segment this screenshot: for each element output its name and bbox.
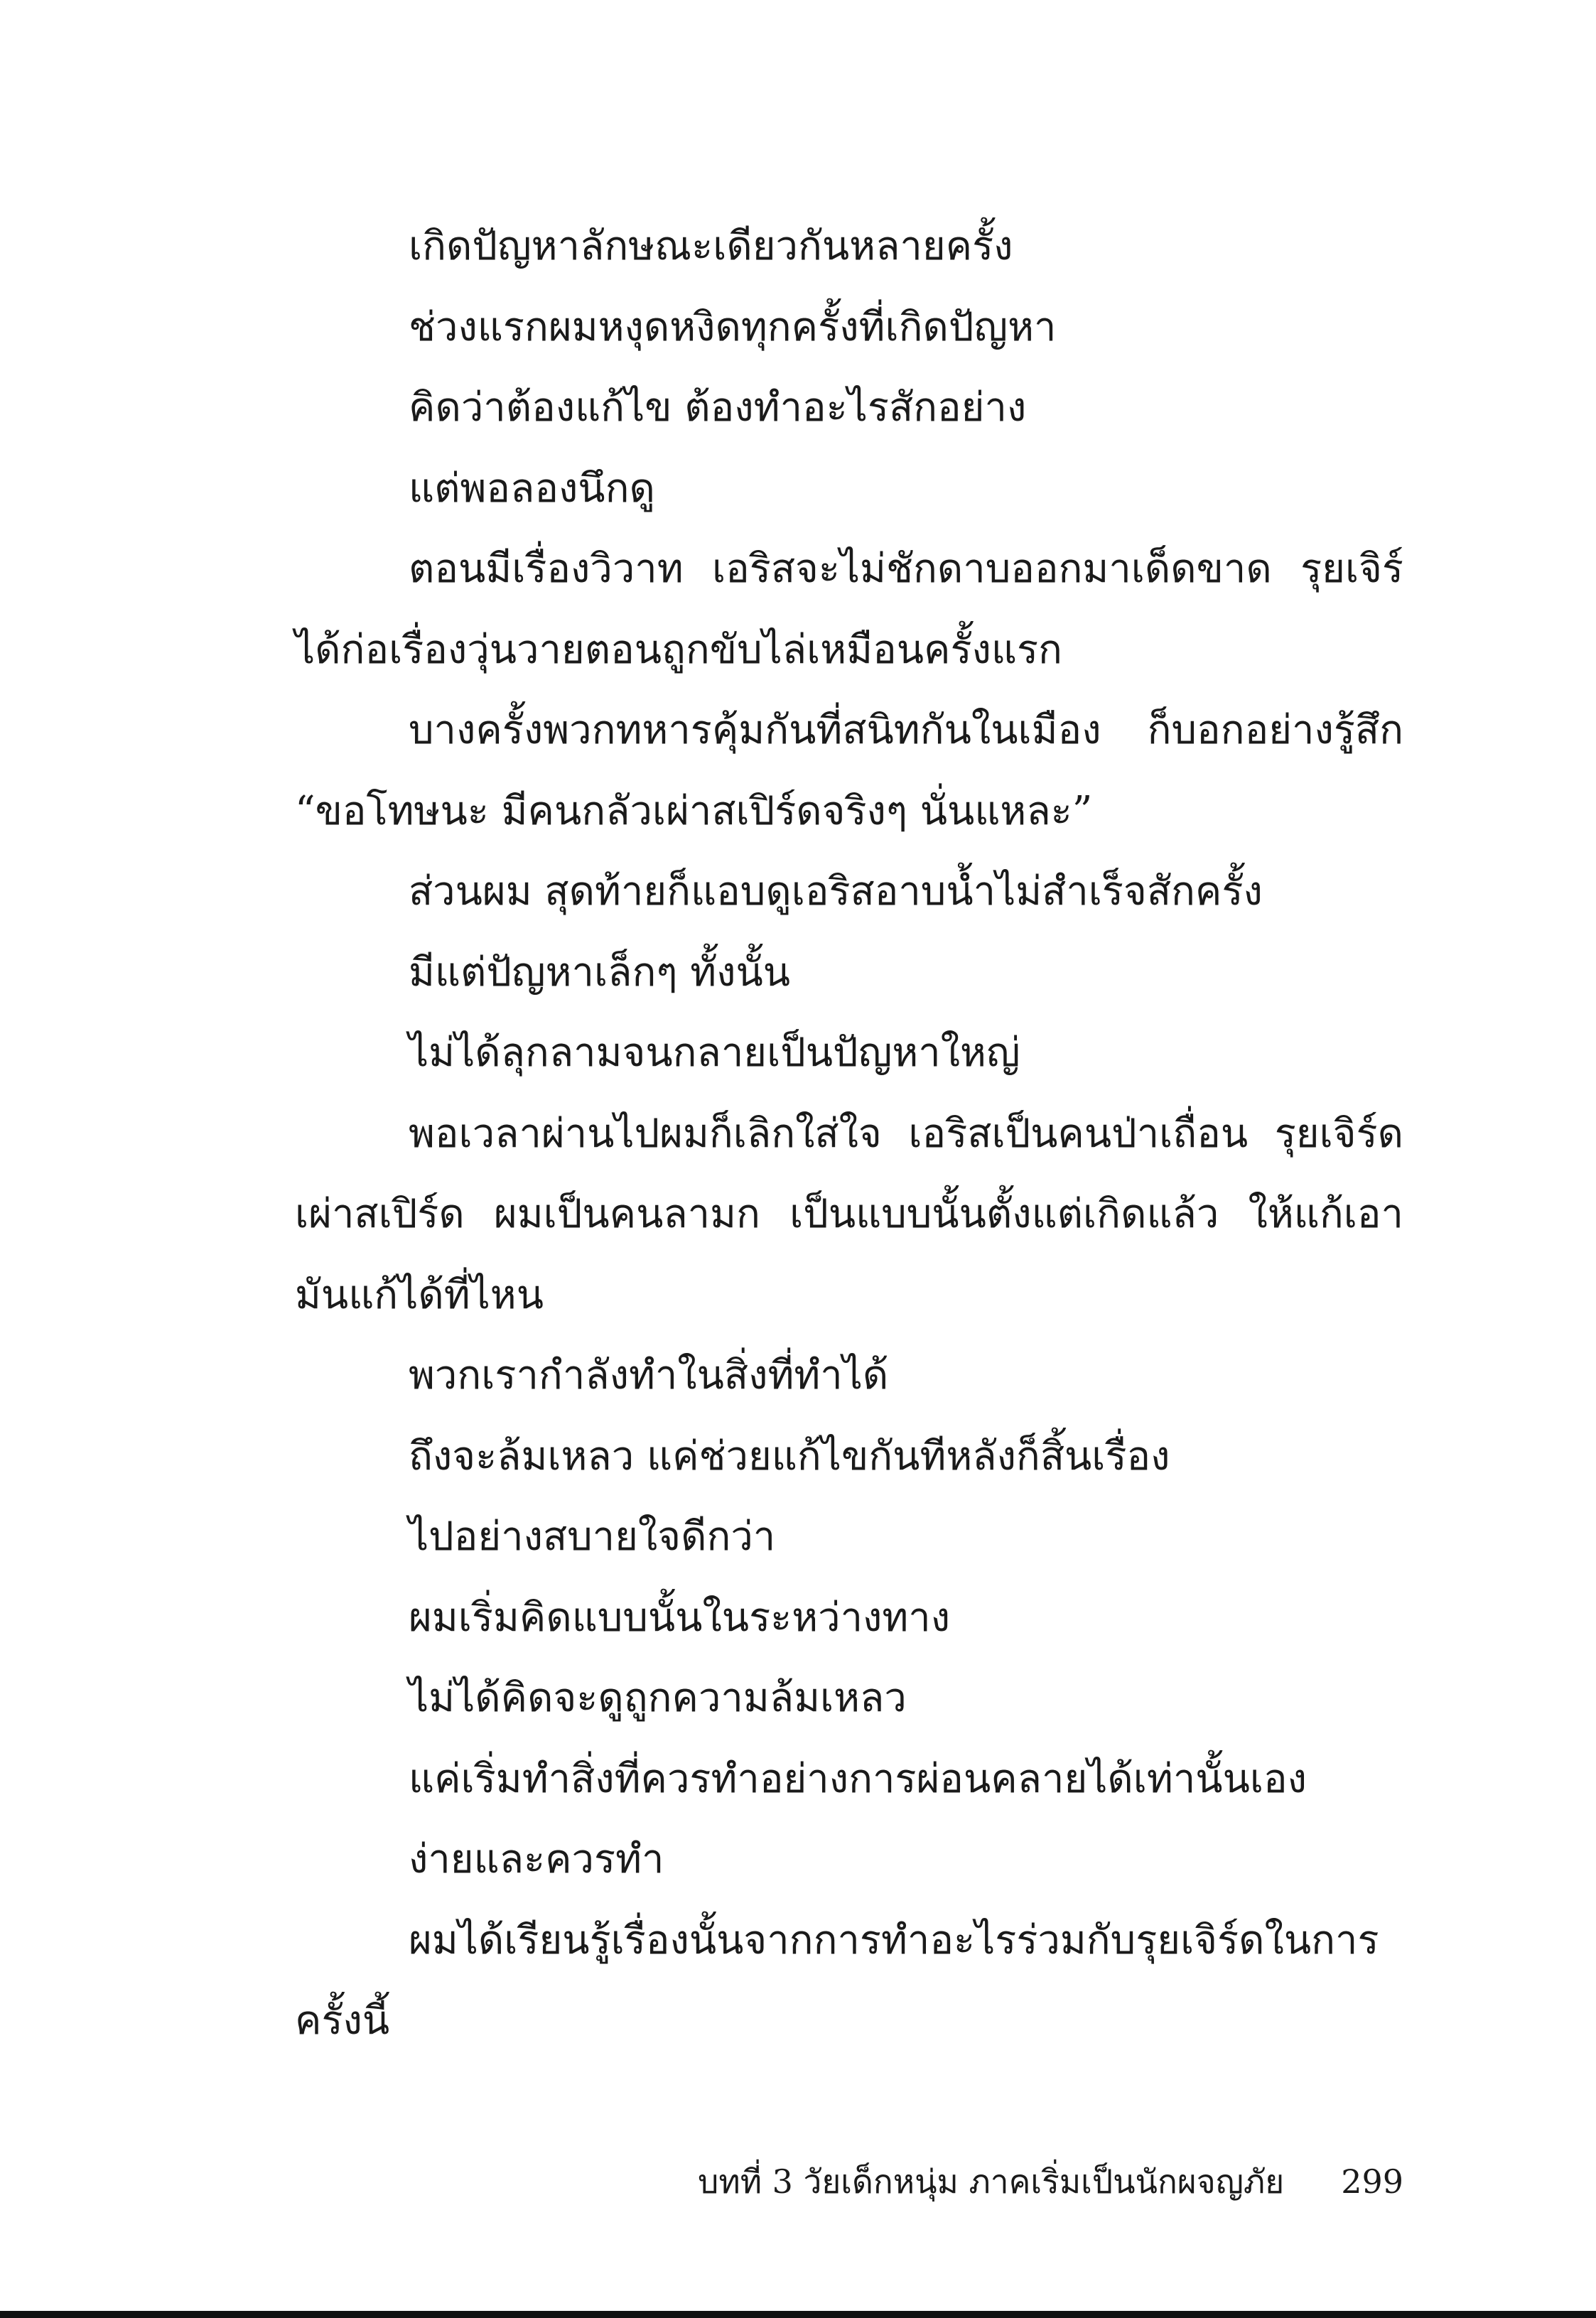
paragraph-line: มันแก้ได้ที่ไหน: [295, 1271, 544, 1318]
paragraph-line: ผมได้เรียนรู้เรื่องนั้นจากการทำอะไรร่วมกับรุยเจิร์ดในการ: [409, 1917, 1379, 1963]
paragraph-line: ได้ก่อเรื่องวุ่นวายตอนถูกขับไล่เหมือนครั้งแรก: [295, 626, 1062, 673]
paragraph-line: ไปอย่างสบายใจดีกว่า: [409, 1514, 776, 1560]
paragraph-line: พอเวลาผ่านไปผมก็เลิกใส่ใจ เอริสเป็นคนป่าเถื่อน รุยเจิร์ด: [409, 1110, 1403, 1157]
paragraph-line: ครั้งนี้: [295, 1998, 390, 2044]
page-number: 299: [1341, 2162, 1403, 2201]
paragraph-line: เผ่าสเปิร์ด ผมเป็นคนลามก เป็นแบบนั้นตั้งแต่เกิดแล้ว ให้แก้เอา: [295, 1191, 1403, 1237]
paragraph-line: บางครั้งพวกทหารคุ้มกันที่สนิทกันในเมือง ก็บอกอย่างรู้สึก: [409, 707, 1403, 753]
paragraph-line: มีแต่ปัญหาเล็กๆ ทั้งนั้น: [409, 949, 791, 996]
running-footer: [295, 2153, 1403, 2210]
paragraph-line: พวกเรากำลังทำในสิ่งที่ทำได้: [409, 1352, 889, 1398]
bottom-edge-rule: [0, 2311, 1596, 2318]
paragraph-line: ช่วงแรกผมหงุดหงิดทุกครั้งที่เกิดปัญหา: [409, 303, 1057, 350]
paragraph-line: ผมเริ่มคิดแบบนั้นในระหว่างทาง: [409, 1594, 951, 1641]
paragraph-line: เกิดปัญหาลักษณะเดียวกันหลายครั้ง: [409, 223, 1013, 269]
body-text: [295, 206, 1403, 2061]
paragraph-line: ถึงจะล้มเหลว แค่ช่วยแก้ไขกันทีหลังก็สิ้นเรื่อง: [409, 1433, 1170, 1479]
paragraph-line: ไม่ได้ลุกลามจนกลายเป็นปัญหาใหญ่: [409, 1030, 1020, 1076]
paragraph-line: ไม่ได้คิดจะดูถูกความล้มเหลว: [409, 1675, 907, 1721]
paragraph-line: ส่วนผม สุดท้ายก็แอบดูเอริสอาบน้ำไม่สำเร็จสักครั้ง: [409, 868, 1263, 915]
paragraph-line: แต่พอลองนึกดู: [409, 465, 655, 512]
paragraph-line: แค่เริ่มทำสิ่งที่ควรทำอย่างการผ่อนคลายได้เท่านั้นเอง: [409, 1755, 1307, 1802]
dialogue-line: “ขอโทษนะ มีคนกลัวเผ่าสเปิร์ดจริงๆ นั่นแหละ”: [295, 787, 1093, 834]
paragraph-line: คิดว่าต้องแก้ไข ต้องทำอะไรสักอย่าง: [409, 384, 1027, 431]
chapter-title: บทที่ 3 วัยเด็กหนุ่ม ภาคเริ่มเป็นนักผจญภัย: [698, 2162, 1285, 2201]
paragraph-line: ง่ายและควรทำ: [409, 1836, 664, 1882]
paragraph-line: ตอนมีเรื่องวิวาท เอริสจะไม่ชักดาบออกมาเด็ดขาด รุยเจิร์: [409, 546, 1403, 592]
